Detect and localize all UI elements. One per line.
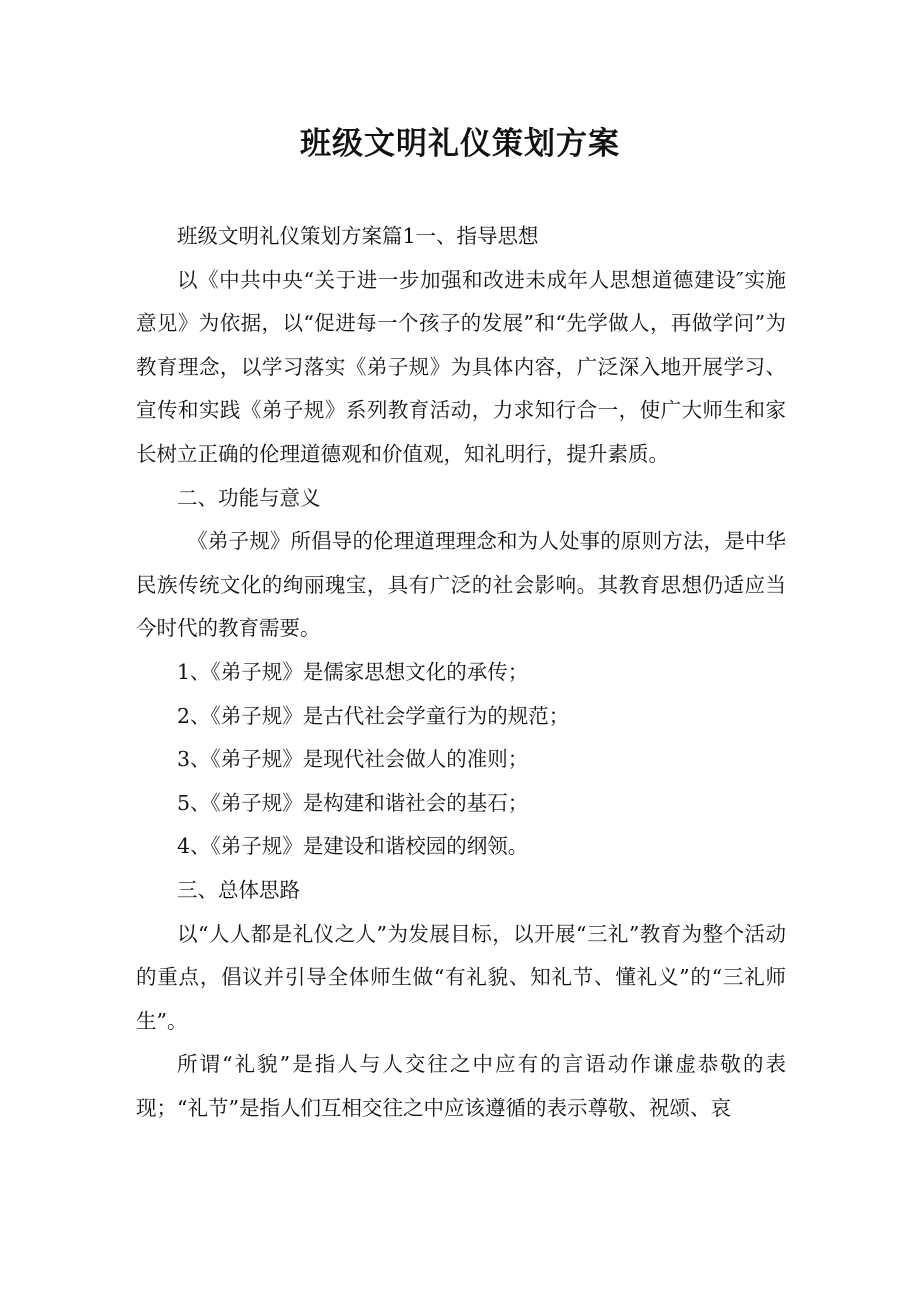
document-title: 班级文明礼仪策划方案 xyxy=(300,126,620,162)
paragraph-heading-function: 二、功能与意义 xyxy=(177,485,321,510)
paragraph-goal: 以“人人都是礼仪之人”为发展目标，以开展“三礼”教育为整个活动的重点，倡议并引导全体师生做“有礼貌、知礼节、懂礼义”的“三礼师生”。 xyxy=(136,921,786,1033)
list-item: 1、《弟子规》是儒家思想文化的承传； xyxy=(177,659,529,684)
list-item: 3、《弟子规》是现代社会做人的准则； xyxy=(177,747,529,772)
paragraph-heading-guiding-thought: 班级文明礼仪策划方案篇1一、指导思想 xyxy=(177,224,539,248)
list-item: 4、《弟子规》是建设和谐校园的纲领。 xyxy=(177,834,529,859)
paragraph-heading-overall-approach: 三、总体思路 xyxy=(177,877,300,902)
paragraph-dizigui-intro: 《弟子规》所倡导的伦理道理理念和为人处事的原则方法，是中华民族传统文化的绚丽瑰宝，具有广泛的社会影响。其教育思想仍适应当今时代的教育需要。 xyxy=(136,529,786,641)
list-item: 5、《弟子规》是构建和谐社会的基石； xyxy=(177,790,529,815)
document-body xyxy=(136,215,786,1130)
paragraph-definitions: 所谓“礼貌”是指人与人交往之中应有的言语动作谦虚恭敬的表现；“礼节”是指人们互相交往之中应该遵循的表示尊敬、祝颂、哀 xyxy=(136,1052,786,1120)
paragraph-basis: 以《中共中央“关于进一步加强和改进未成年人思想道德建设″实施意见》为依据，以“促进每一个孩子的发展”和“先学做人，再做学问”为教育理念，以学习落实《弟子规》为具体内容，广泛深入地开展学习、宣传和实践《弟子规》系列教育活动，力求知行合一，使广大师生和家长树立正确的伦理道德观和价值观，知礼明行，提升素质。 xyxy=(136,267,786,466)
list-item: 2、《弟子规》是古代社会学童行为的规范； xyxy=(177,703,570,728)
